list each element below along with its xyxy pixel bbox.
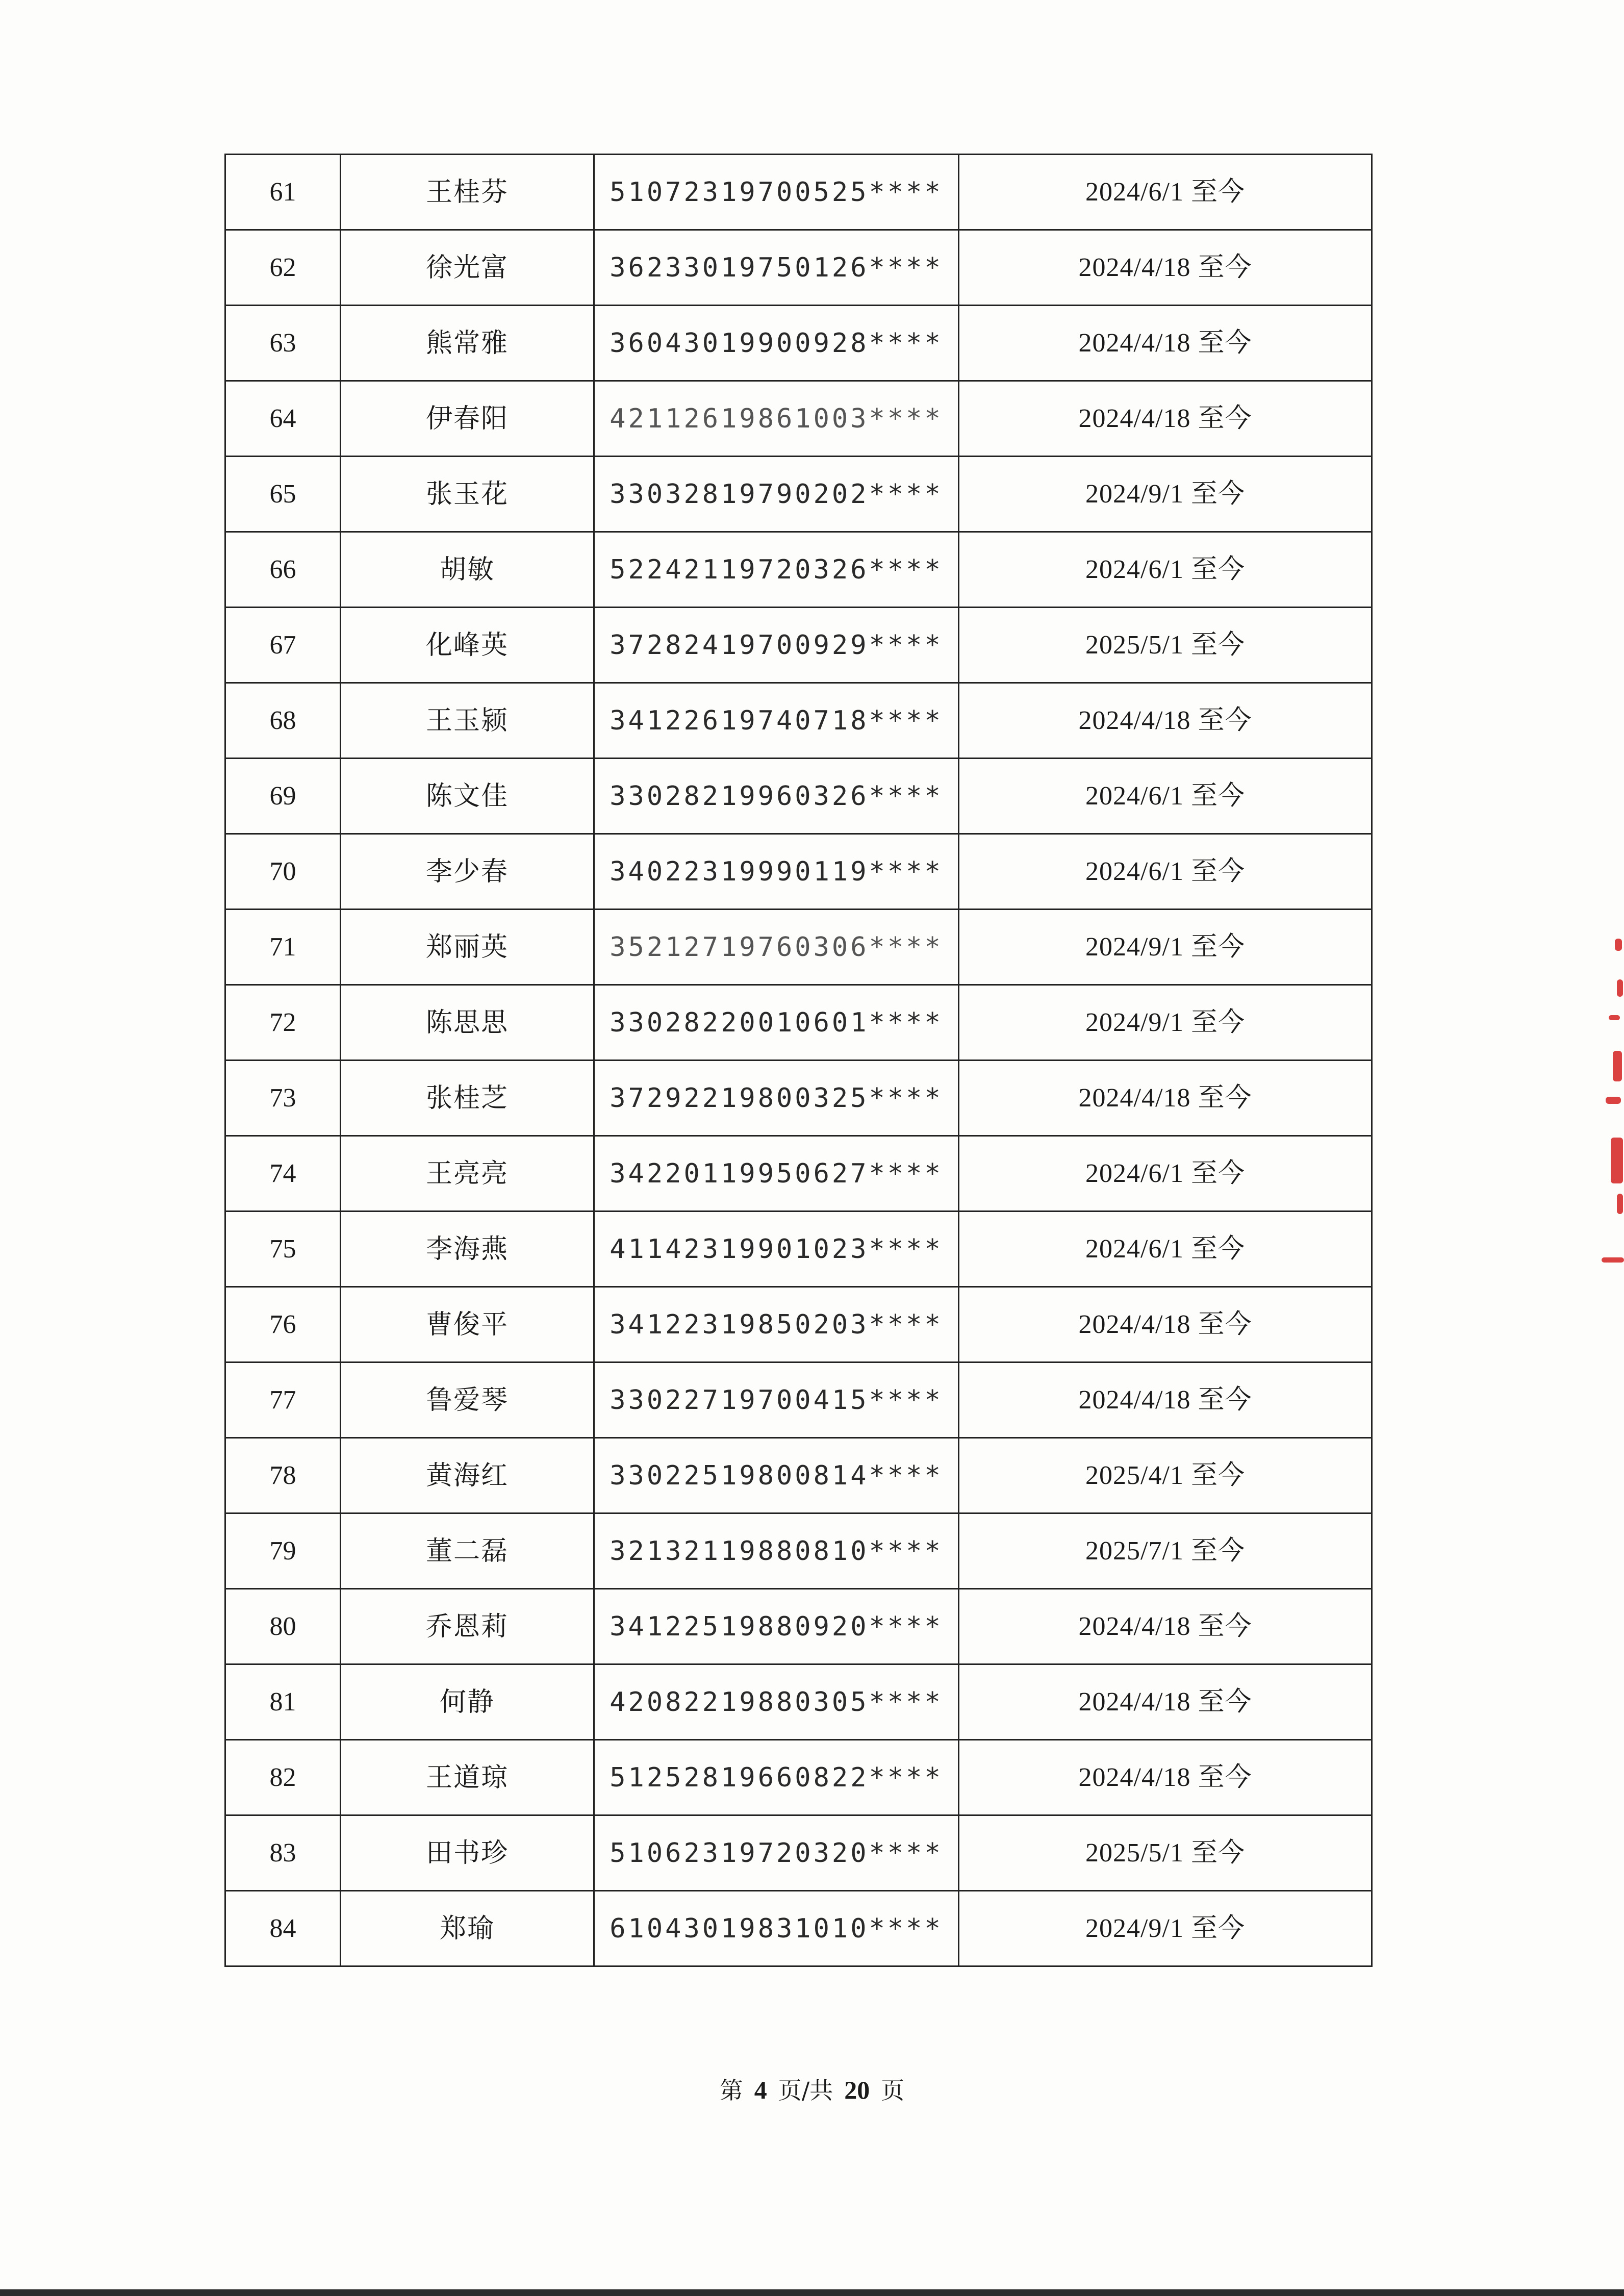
serial-number-cell: 76 bbox=[225, 1287, 341, 1363]
id-number-cell: 41142319901023**** bbox=[594, 1212, 959, 1287]
name-cell: 王桂芬 bbox=[341, 155, 594, 230]
id-number-cell: 34022319990119**** bbox=[594, 834, 959, 910]
id-number-cell: 33028220010601**** bbox=[594, 985, 959, 1061]
scan-bottom-edge bbox=[0, 2289, 1624, 2296]
start-date-cell: 2024/4/18 至今 bbox=[959, 306, 1372, 381]
name-cell: 郑丽英 bbox=[341, 910, 594, 985]
serial-number-cell: 64 bbox=[225, 381, 341, 457]
table-row bbox=[225, 759, 1372, 834]
start-date-cell: 2024/6/1 至今 bbox=[959, 834, 1372, 910]
table-row bbox=[225, 155, 1372, 230]
serial-number-cell: 78 bbox=[225, 1438, 341, 1513]
serial-number-cell: 83 bbox=[225, 1815, 341, 1891]
serial-number-cell: 67 bbox=[225, 608, 341, 683]
serial-number-cell: 63 bbox=[225, 306, 341, 381]
table-row bbox=[225, 230, 1372, 306]
id-number-cell: 34122519880920**** bbox=[594, 1589, 959, 1664]
footer-suffix: 页 bbox=[881, 2077, 905, 2104]
table-row bbox=[225, 1136, 1372, 1212]
id-number-cell: 34220119950627**** bbox=[594, 1136, 959, 1212]
table-row bbox=[225, 381, 1372, 457]
name-cell: 张玉花 bbox=[341, 457, 594, 532]
name-cell: 李少春 bbox=[341, 834, 594, 910]
serial-number-cell: 65 bbox=[225, 457, 341, 532]
table-row bbox=[225, 1438, 1372, 1513]
id-number-cell: 37282419700929**** bbox=[594, 608, 959, 683]
table-row bbox=[225, 1287, 1372, 1363]
name-cell: 王亮亮 bbox=[341, 1136, 594, 1212]
start-date-cell: 2024/6/1 至今 bbox=[959, 155, 1372, 230]
start-date-cell: 2024/6/1 至今 bbox=[959, 1212, 1372, 1287]
name-cell: 田书珍 bbox=[341, 1815, 594, 1891]
page-number-footer bbox=[0, 2072, 1624, 2106]
name-cell: 黄海红 bbox=[341, 1438, 594, 1513]
serial-number-cell: 79 bbox=[225, 1513, 341, 1589]
name-cell: 曹俊平 bbox=[341, 1287, 594, 1363]
id-number-cell: 61043019831010**** bbox=[594, 1891, 959, 1966]
serial-number-cell: 80 bbox=[225, 1589, 341, 1664]
table-row bbox=[225, 1212, 1372, 1287]
id-number-cell: 36233019750126**** bbox=[594, 230, 959, 306]
start-date-cell: 2024/9/1 至今 bbox=[959, 457, 1372, 532]
table-row bbox=[225, 457, 1372, 532]
start-date-cell: 2024/4/18 至今 bbox=[959, 230, 1372, 306]
start-date-cell: 2024/4/18 至今 bbox=[959, 1363, 1372, 1438]
name-cell: 化峰英 bbox=[341, 608, 594, 683]
serial-number-cell: 61 bbox=[225, 155, 341, 230]
name-cell: 乔恩莉 bbox=[341, 1589, 594, 1664]
serial-number-cell: 68 bbox=[225, 683, 341, 759]
serial-number-cell: 82 bbox=[225, 1740, 341, 1815]
id-number-cell: 42082219880305**** bbox=[594, 1664, 959, 1740]
start-date-cell: 2024/4/18 至今 bbox=[959, 1740, 1372, 1815]
start-date-cell: 2024/6/1 至今 bbox=[959, 532, 1372, 608]
start-date-cell: 2024/9/1 至今 bbox=[959, 985, 1372, 1061]
footer-middle: 页/共 bbox=[778, 2077, 833, 2104]
serial-number-cell: 74 bbox=[225, 1136, 341, 1212]
table-row bbox=[225, 985, 1372, 1061]
id-number-cell: 34122619740718**** bbox=[594, 683, 959, 759]
id-number-cell: 34122319850203**** bbox=[594, 1287, 959, 1363]
start-date-cell: 2024/6/1 至今 bbox=[959, 1136, 1372, 1212]
start-date-cell: 2024/4/18 至今 bbox=[959, 683, 1372, 759]
table-row bbox=[225, 306, 1372, 381]
id-number-cell: 51252819660822**** bbox=[594, 1740, 959, 1815]
id-number-cell: 33032819790202**** bbox=[594, 457, 959, 532]
serial-number-cell: 62 bbox=[225, 230, 341, 306]
start-date-cell: 2024/4/18 至今 bbox=[959, 381, 1372, 457]
id-number-cell: 36043019900928**** bbox=[594, 306, 959, 381]
name-cell: 李海燕 bbox=[341, 1212, 594, 1287]
start-date-cell: 2024/9/1 至今 bbox=[959, 1891, 1372, 1966]
name-cell: 王玉颍 bbox=[341, 683, 594, 759]
personnel-table-body bbox=[225, 155, 1372, 1966]
start-date-cell: 2025/5/1 至今 bbox=[959, 608, 1372, 683]
id-number-cell: 51072319700525**** bbox=[594, 155, 959, 230]
name-cell: 郑瑜 bbox=[341, 1891, 594, 1966]
id-number-cell: 52242119720326**** bbox=[594, 532, 959, 608]
serial-number-cell: 81 bbox=[225, 1664, 341, 1740]
start-date-cell: 2025/4/1 至今 bbox=[959, 1438, 1372, 1513]
table-row bbox=[225, 1513, 1372, 1589]
table-row bbox=[225, 1589, 1372, 1664]
id-number-cell: 37292219800325**** bbox=[594, 1061, 959, 1136]
red-seal-fragment bbox=[1602, 939, 1624, 1275]
start-date-cell: 2025/7/1 至今 bbox=[959, 1513, 1372, 1589]
table-row bbox=[225, 910, 1372, 985]
id-number-cell: 33022719700415**** bbox=[594, 1363, 959, 1438]
serial-number-cell: 71 bbox=[225, 910, 341, 985]
name-cell: 徐光富 bbox=[341, 230, 594, 306]
table-row bbox=[225, 532, 1372, 608]
id-number-cell: 42112619861003**** bbox=[594, 381, 959, 457]
id-number-cell: 35212719760306**** bbox=[594, 910, 959, 985]
name-cell: 熊常雅 bbox=[341, 306, 594, 381]
start-date-cell: 2024/6/1 至今 bbox=[959, 759, 1372, 834]
start-date-cell: 2025/5/1 至今 bbox=[959, 1815, 1372, 1891]
name-cell: 鲁爱琴 bbox=[341, 1363, 594, 1438]
id-number-cell: 33022519800814**** bbox=[594, 1438, 959, 1513]
personnel-table bbox=[224, 154, 1373, 1967]
serial-number-cell: 69 bbox=[225, 759, 341, 834]
footer-prefix: 第 bbox=[719, 2077, 743, 2104]
name-cell: 张桂芝 bbox=[341, 1061, 594, 1136]
current-page-number: 4 bbox=[754, 2076, 767, 2104]
serial-number-cell: 66 bbox=[225, 532, 341, 608]
table-row bbox=[225, 834, 1372, 910]
total-page-count: 20 bbox=[844, 2076, 870, 2104]
serial-number-cell: 70 bbox=[225, 834, 341, 910]
start-date-cell: 2024/4/18 至今 bbox=[959, 1287, 1372, 1363]
id-number-cell: 33028219960326**** bbox=[594, 759, 959, 834]
name-cell: 陈思思 bbox=[341, 985, 594, 1061]
start-date-cell: 2024/4/18 至今 bbox=[959, 1061, 1372, 1136]
id-number-cell: 32132119880810**** bbox=[594, 1513, 959, 1589]
name-cell: 王道琼 bbox=[341, 1740, 594, 1815]
table-row bbox=[225, 1363, 1372, 1438]
name-cell: 何静 bbox=[341, 1664, 594, 1740]
serial-number-cell: 84 bbox=[225, 1891, 341, 1966]
name-cell: 陈文佳 bbox=[341, 759, 594, 834]
table-row bbox=[225, 1061, 1372, 1136]
name-cell: 董二磊 bbox=[341, 1513, 594, 1589]
name-cell: 胡敏 bbox=[341, 532, 594, 608]
table-row bbox=[225, 1815, 1372, 1891]
start-date-cell: 2024/4/18 至今 bbox=[959, 1589, 1372, 1664]
id-number-cell: 51062319720320**** bbox=[594, 1815, 959, 1891]
table-row bbox=[225, 1891, 1372, 1966]
table-row bbox=[225, 1664, 1372, 1740]
table-row bbox=[225, 608, 1372, 683]
serial-number-cell: 73 bbox=[225, 1061, 341, 1136]
serial-number-cell: 75 bbox=[225, 1212, 341, 1287]
start-date-cell: 2024/9/1 至今 bbox=[959, 910, 1372, 985]
table-row bbox=[225, 683, 1372, 759]
table-row bbox=[225, 1740, 1372, 1815]
name-cell: 伊春阳 bbox=[341, 381, 594, 457]
start-date-cell: 2024/4/18 至今 bbox=[959, 1664, 1372, 1740]
serial-number-cell: 72 bbox=[225, 985, 341, 1061]
serial-number-cell: 77 bbox=[225, 1363, 341, 1438]
